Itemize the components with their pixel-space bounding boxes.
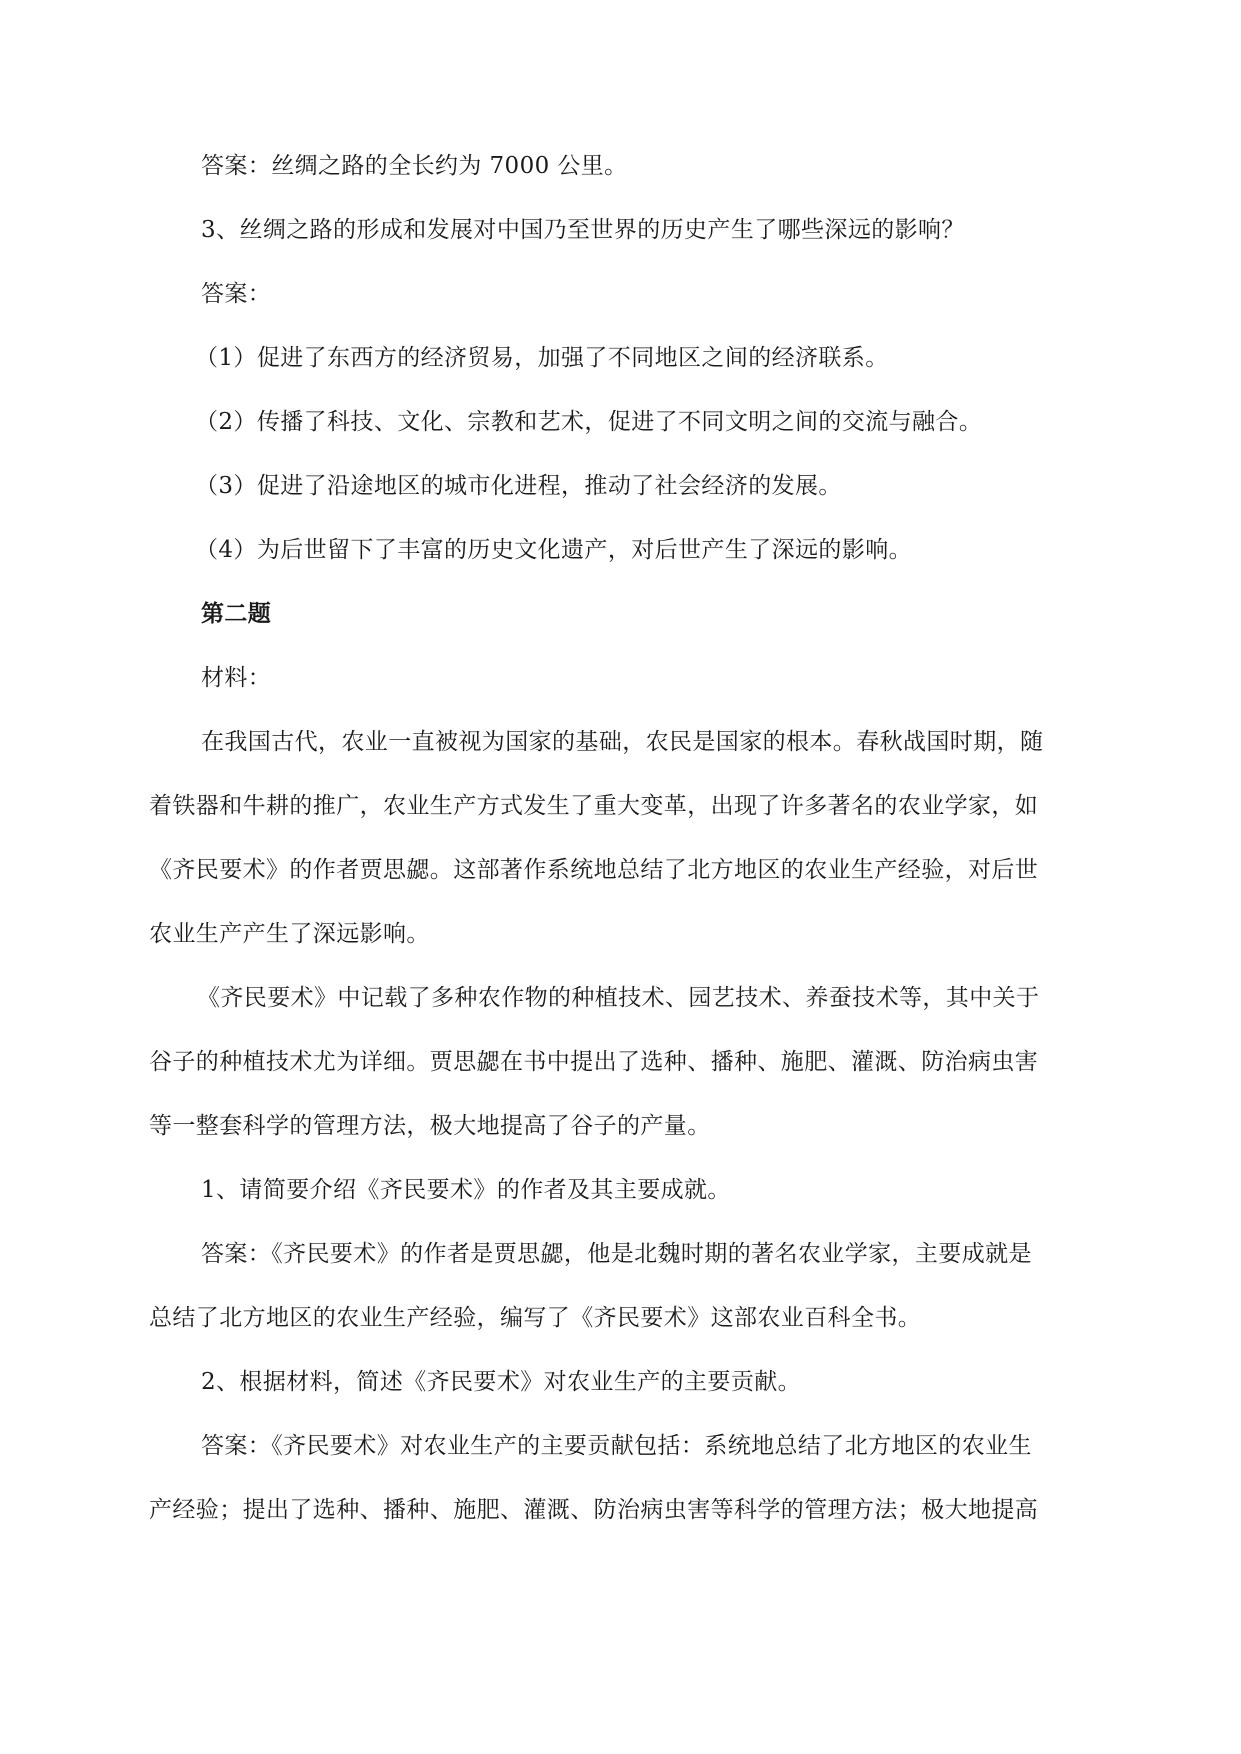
material-para1-line1: 在我国古代，农业一直被视为国家的基础，农民是国家的根本。春秋战国时期，随 xyxy=(201,729,1044,755)
material-para1-line2: 着铁器和牛耕的推广，农业生产方式发生了重大变革，出现了许多著名的农业学家，如 xyxy=(149,793,1039,819)
material-para2-line3: 等一整套科学的管理方法，极大地提高了谷子的产量。 xyxy=(149,1113,711,1139)
answer-item-2: （2）传播了科技、文化、宗教和艺术，促进了不同文明之间的交流与融合。 xyxy=(195,409,983,435)
material-para1-line4: 农业生产产生了深远影响。 xyxy=(149,921,430,947)
material-label: 材料： xyxy=(201,665,272,691)
material-para2-line1: 《齐民要术》中记载了多种农作物的种植技术、园艺技术、养蚕技术等，其中关于 xyxy=(197,985,1040,1011)
question-3: 3、丝绸之路的形成和发展对中国乃至世界的历史产生了哪些深远的影响？ xyxy=(201,217,965,243)
answer-item-1: （1）促进了东西方的经济贸易，加强了不同地区之间的经济联系。 xyxy=(195,345,889,371)
answer-2-line2: 产经验；提出了选种、播种、施肥、灌溉、防治病虫害等科学的管理方法；极大地提高 xyxy=(149,1497,1039,1523)
material-para1-line3: 《齐民要术》的作者贾思勰。这部著作系统地总结了北方地区的农业生产经验，对后世 xyxy=(149,857,1039,883)
material-para2-line2: 谷子的种植技术尤为详细。贾思勰在书中提出了选种、播种、施肥、灌溉、防治病虫害 xyxy=(149,1049,1039,1075)
answer-2-line1: 答案：《齐民要术》对农业生产的主要贡献包括：系统地总结了北方地区的农业生 xyxy=(201,1433,1032,1459)
section-heading-2: 第二题 xyxy=(201,600,272,627)
answer-item-3: （3）促进了沿途地区的城市化进程，推动了社会经济的发展。 xyxy=(195,473,842,499)
answer-label: 答案： xyxy=(201,281,272,307)
question-2: 2、根据材料，简述《齐民要术》对农业生产的主要贡献。 xyxy=(201,1369,802,1395)
answer-1-line2: 总结了北方地区的农业生产经验，编写了《齐民要术》这部农业百科全书。 xyxy=(149,1305,922,1331)
answer-1-line1: 答案：《齐民要术》的作者是贾思勰，他是北魏时期的著名农业学家，主要成就是 xyxy=(201,1241,1032,1267)
question-1: 1、请简要介绍《齐民要术》的作者及其主要成就。 xyxy=(201,1177,731,1203)
answer-silk-road-length: 答案：丝绸之路的全长约为 7000 公里。 xyxy=(201,153,628,179)
answer-item-4: （4）为后世留下了丰富的历史文化遗产，对后世产生了深远的影响。 xyxy=(195,537,913,563)
